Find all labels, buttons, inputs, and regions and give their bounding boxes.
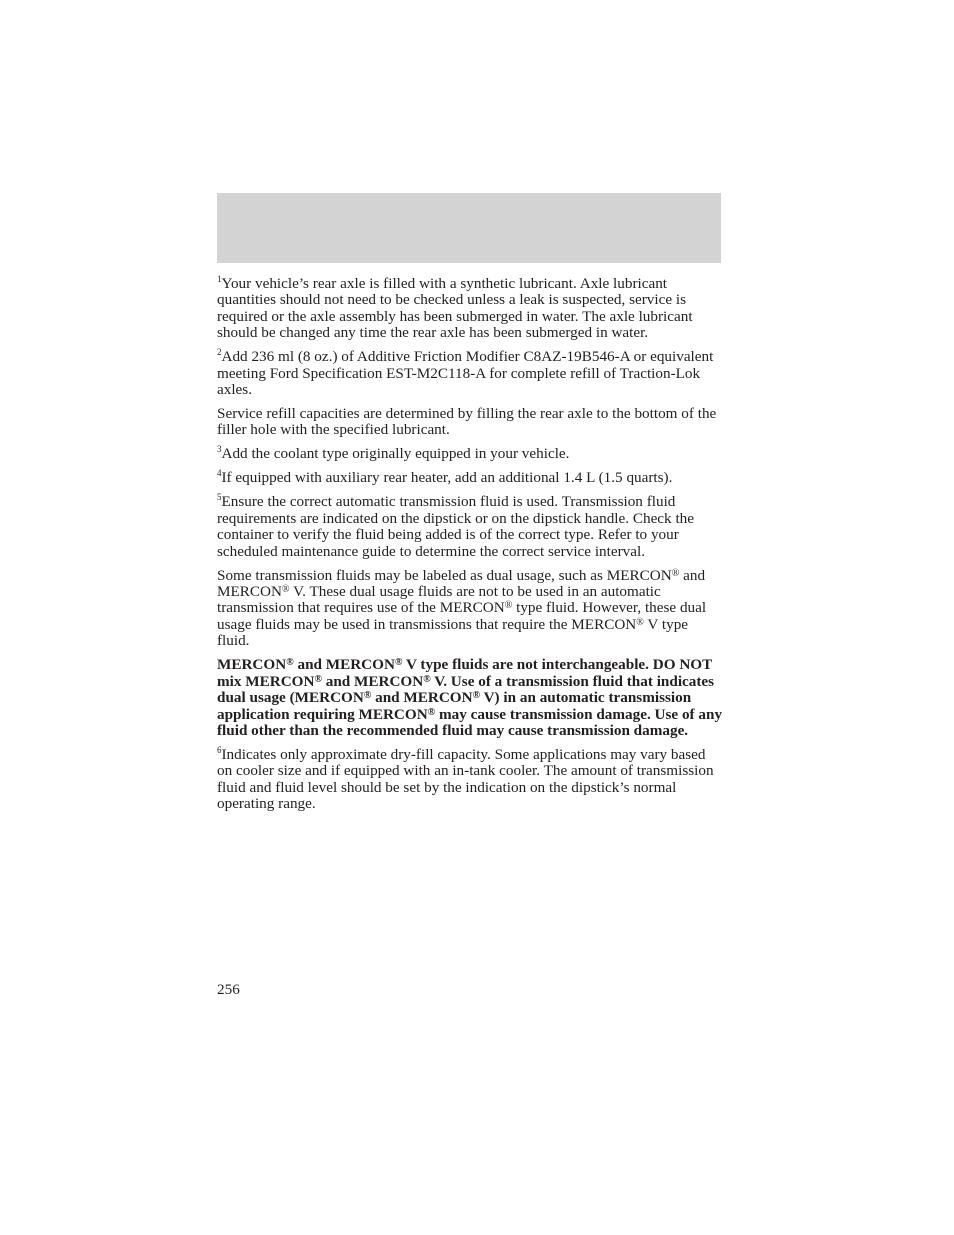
footnote-4: [217, 470, 723, 486]
footnote-text: Add the coolant type originally equipped in your vehicle.: [221, 445, 570, 463]
footnote-marker: 4: [217, 468, 222, 479]
registered-mark: ®: [423, 673, 431, 685]
registered-mark: ®: [472, 690, 481, 702]
warning-paragraph: MERCON® and MERCON® V type fluids are not interchangeable. DO NOT mix MERCON® and MERCON® V. Use of a transmission fluid that indicates dual usage (MERCON® and MERCON® V) in an automatic transmission application requiring MERCON® may cause transmission damage. Use of any fluid other than the recommended fluid may cause transmission damage.: [217, 656, 723, 739]
footnotes-body: [217, 276, 723, 820]
footnote-1: [217, 276, 723, 342]
footnote-5: [217, 494, 723, 560]
registered-mark: ®: [427, 706, 436, 718]
footnote-3: [217, 446, 723, 462]
footnote-marker: 6: [217, 744, 222, 755]
section-header-band: [217, 193, 721, 263]
footnote-text: Add 236 ml (8 oz.) of Additive Friction Modifier C8AZ-19B546-A or equivalent meeting Ford Specification EST-M2C118-A for complete refill of Traction-Lok axles.: [217, 348, 714, 399]
dual-usage-paragraph: Some transmission fluids may be labeled as dual usage, such as MERCON® and MERCON® V. These dual usage fluids are not to be used in an automatic transmission that requires use of the MERCON® type fluid. However, these dual usage fluids may be used in transmissions that require the MERCON® V type fluid.: [217, 566, 707, 650]
footnote-text: Ensure the correct automatic transmission fluid is used. Transmission fluid requirements are indicated on the dipstick or on the dipstick handle. Check the container to verify the fluid being added is of the correct type. Refer to your scheduled maintenance guide to determine the correct service interval.: [217, 493, 694, 560]
registered-mark: ®: [671, 567, 680, 579]
registered-mark: ®: [286, 657, 294, 669]
page-number: 256: [217, 981, 240, 998]
footnote-marker: 1: [217, 274, 222, 284]
footnote-text: Indicates only approximate dry-fill capacity. Some applications may vary based on cooler size and if equipped with an in-tank cooler. The amount of transmission fluid and fluid level should be set by the indication on the dipstick’s normal operating range.: [217, 745, 714, 813]
registered-mark: ®: [636, 616, 644, 628]
footnote-text: Your vehicle’s rear axle is filled with a synthetic lubricant. Axle lubricant quantities should not need to be checked unless a leak is suspected, service is required or the axle assembly has been submerged in water. The axle lubricant should be changed any time the rear axle has been submerged in water.: [217, 275, 693, 342]
registered-mark: ®: [314, 673, 322, 685]
footnote-text: If equipped with auxiliary rear heater, add an additional 1.4 L (1.5 quarts).: [221, 469, 673, 487]
registered-mark: ®: [363, 690, 372, 702]
footnote-marker: 2: [217, 347, 222, 358]
footnote-6: [217, 744, 723, 813]
footnote-2: [217, 349, 723, 398]
registered-mark: ®: [281, 584, 290, 596]
footnote-marker: 5: [217, 492, 222, 503]
service-refill-paragraph: Service refill capacities are determined by filling the rear axle to the bottom of the filler hole with the specified lubricant.: [217, 405, 717, 439]
footnote-marker: 3: [217, 444, 222, 455]
registered-mark: ®: [394, 657, 403, 669]
registered-mark: ®: [504, 600, 513, 612]
